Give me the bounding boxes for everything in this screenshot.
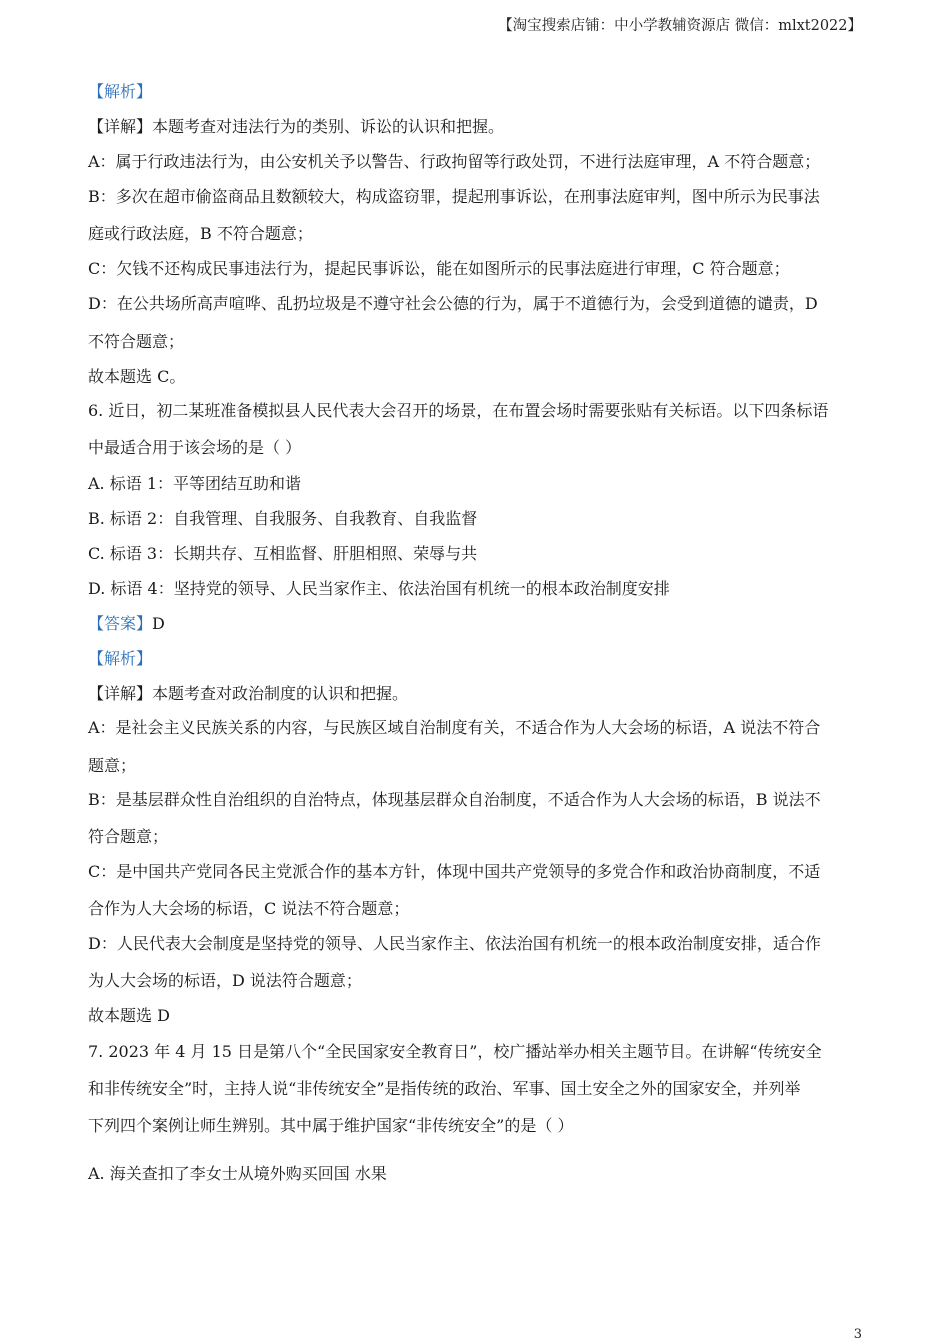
page-number: 3: [853, 1327, 862, 1342]
text-line: 和非传统安全”时，主持人说“非传统安全”是指传统的政治、军事、国土安全之外的国家安全，并列举: [88, 1079, 801, 1098]
section-tag: [88, 612, 165, 636]
text-line: 不符合题意；: [88, 332, 185, 351]
text-line: 故本题选 D: [88, 1006, 170, 1025]
text-line: D：人民代表大会制度是坚持党的领导、人民当家作主、依法治国有机统一的根本政治制度安排，适合作: [88, 934, 821, 953]
text-line: A. 标语 1：平等团结互助和谐: [88, 474, 301, 493]
tag-label: 【解析】: [88, 82, 153, 101]
section-tag: [88, 647, 152, 671]
text-line: A：属于行政违法行为，由公安机关予以警告、行政拘留等行政处罚，不进行法庭审理，A 不符合题意；: [88, 152, 821, 171]
text-line: 7. 2023 年 4 月 15 日是第八个“全民国家安全教育日”，校广播站举办相关主题节目。在讲解“传统安全: [88, 1042, 822, 1061]
text-line: 6. 近日，初二某班准备模拟县人民代表大会召开的场景，在布置会场时需要张贴有关标语。以下四条标语: [88, 401, 829, 420]
text-line: C：是中国共产党同各民主党派合作的基本方针，体现中国共产党领导的多党合作和政治协商制度，不适: [88, 862, 821, 881]
page-header: 【淘宝搜索店铺：中小学教辅资源店 微信：mlxt2022】: [498, 18, 862, 34]
tag-label: 【答案】: [88, 614, 153, 633]
tag-label: 【解析】: [88, 649, 153, 668]
text-line: A：是社会主义民族关系的内容，与民族区域自治制度有关，不适合作为人大会场的标语，A 说法不符合: [88, 718, 821, 737]
text-line: B：是基层群众性自治组织的自治特点，体现基层群众自治制度，不适合作为人大会场的标语，B 说法不: [88, 790, 821, 809]
text-line: 题意；: [88, 756, 137, 775]
section-tag: [88, 80, 152, 104]
text-line: 为人大会场的标语，D 说法符合题意；: [88, 971, 362, 990]
text-line: 庭或行政法庭，B 不符合题意；: [88, 224, 313, 243]
text-line: 符合题意；: [88, 827, 169, 846]
text-line: 下列四个案例让师生辨别。其中属于维护国家“非传统安全”的是（ ）: [88, 1116, 574, 1135]
text-line: 【详解】本题考查对政治制度的认识和把握。: [88, 684, 409, 703]
text-line: 【详解】本题考查对违法行为的类别、诉讼的认识和把握。: [88, 117, 505, 136]
text-line: B：多次在超市偷盗商品且数额较大，构成盗窃罪，提起刑事诉讼，在刑事法庭审判，图中所示为民事法: [88, 187, 820, 206]
text-line: C：欠钱不还构成民事违法行为，提起民事诉讼，能在如图所示的民事法庭进行审理，C 符合题意；: [88, 259, 790, 278]
text-line: D：在公共场所高声喧哗、乱扔垃圾是不遵守社会公德的行为，属于不道德行为，会受到道德的谴责，D: [88, 294, 818, 313]
text-line: B. 标语 2：自我管理、自我服务、自我教育、自我监督: [88, 509, 478, 528]
text-line: A. 海关查扣了李女士从境外购买回国 水果: [88, 1164, 387, 1183]
text-line: 合作为人大会场的标语，C 说法不符合题意；: [88, 899, 410, 918]
text-line: C. 标语 3：长期共存、互相监督、肝胆相照、荣辱与共: [88, 544, 478, 563]
text-line: D. 标语 4：坚持党的领导、人民当家作主、依法治国有机统一的根本政治制度安排: [88, 579, 670, 598]
tag-value: D: [152, 614, 165, 633]
text-line: 故本题选 C。: [88, 367, 186, 386]
text-line: 中最适合用于该会场的是（ ）: [88, 438, 302, 457]
